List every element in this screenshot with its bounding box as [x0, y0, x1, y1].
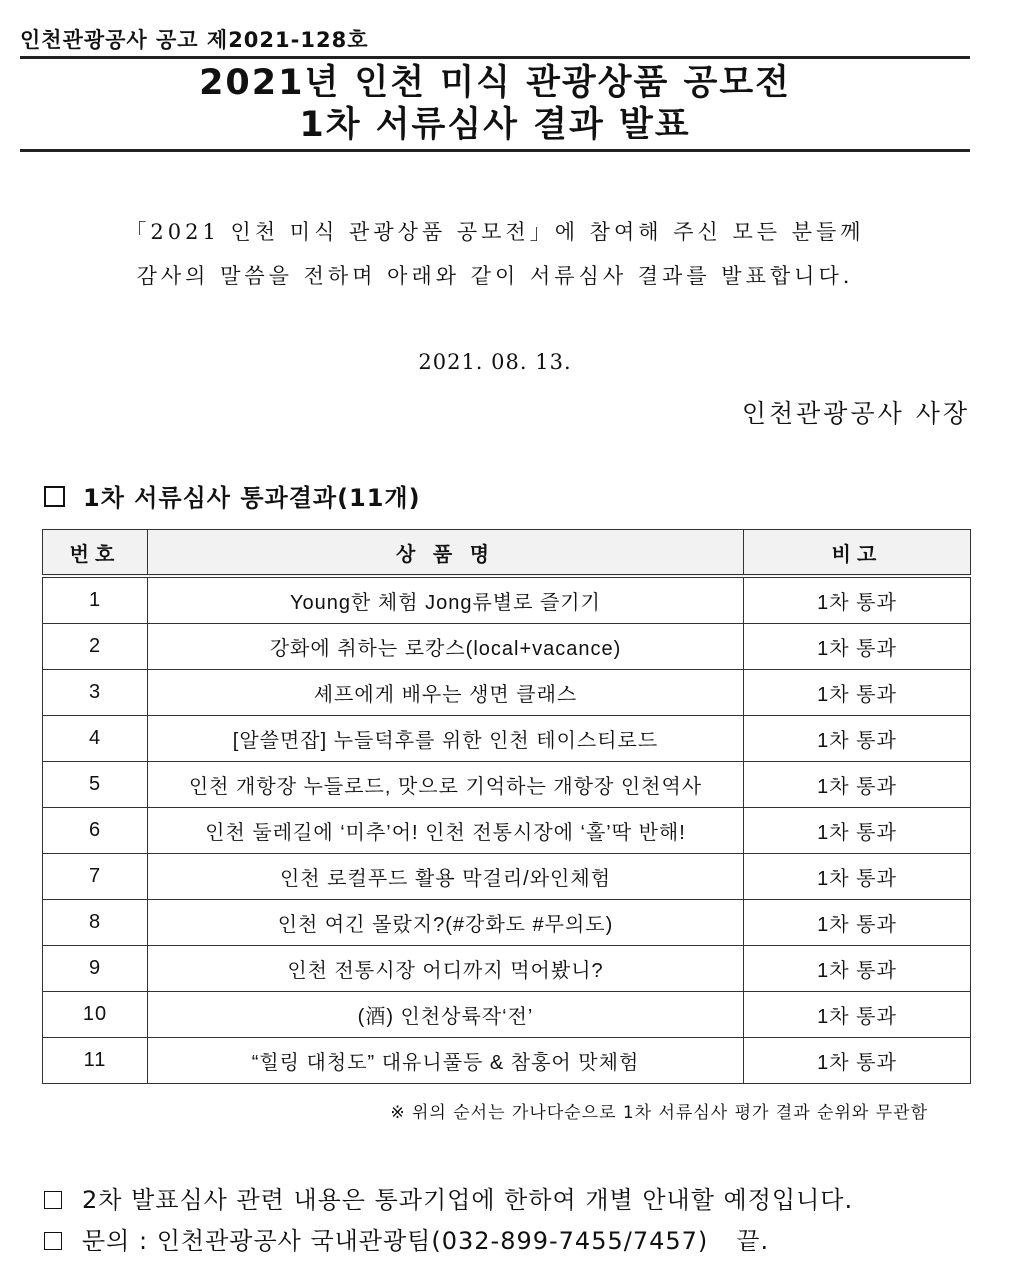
row-product: 인천 둘레길에 ‘미추’어! 인천 전통시장에 ‘홀’딱 반해! — [148, 808, 744, 854]
table-row — [43, 716, 971, 762]
row-no: 8 — [43, 900, 148, 946]
row-product: 셰프에게 배우는 생면 클래스 — [148, 670, 744, 716]
row-product: 인천 로컬푸드 활용 막걸리/와인체험 — [148, 854, 744, 900]
row-note: 1차 통과 — [744, 716, 971, 762]
header-product: 상 품 명 — [148, 530, 744, 577]
intro-line2: 감사의 말씀을 전하며 아래와 같이 서류심사 결과를 발표합니다. — [136, 264, 854, 288]
row-note: 1차 통과 — [744, 992, 971, 1038]
row-product: 인천 개항장 누들로드, 맛으로 기억하는 개항장 인천역사 — [148, 762, 744, 808]
checkbox-square-icon — [44, 486, 65, 507]
row-no: 11 — [43, 1038, 148, 1084]
top-rule — [20, 56, 970, 59]
row-note: 1차 통과 — [744, 576, 971, 624]
row-note: 1차 통과 — [744, 946, 971, 992]
row-no: 9 — [43, 946, 148, 992]
results-table — [42, 529, 971, 1084]
table-row — [43, 946, 971, 992]
section-heading — [44, 478, 421, 513]
checkbox-square-icon — [44, 1232, 62, 1250]
document-title-line2: 1차 서류심사 결과 발표 — [299, 105, 691, 145]
row-note: 1차 통과 — [744, 670, 971, 716]
row-note: 1차 통과 — [744, 808, 971, 854]
row-no: 5 — [43, 762, 148, 808]
bottom-notice-2 — [44, 1221, 769, 1256]
row-product: 강화에 취하는 로캉스(local+vacance) — [148, 624, 744, 670]
row-note: 1차 통과 — [744, 1038, 971, 1084]
row-no: 2 — [43, 624, 148, 670]
contact-info-text: 문의 : 인천관광공사 국내관광팀(032-899-7455/7457) — [82, 1227, 709, 1255]
footnote: ※ 위의 순서는 가나다순으로 1차 서류심사 평가 결과 순위와 무관함 — [390, 1103, 928, 1123]
table-header-row — [43, 530, 971, 577]
row-no: 4 — [43, 716, 148, 762]
table-row — [43, 992, 971, 1038]
row-product: 인천 여긴 몰랐지?(#강화도 #무의도) — [148, 900, 744, 946]
bottom-notice-1-text: 2차 발표심사 관련 내용은 통과기업에 한하여 개별 안내할 예정입니다. — [82, 1186, 854, 1214]
signer: 인천관광공사 사장 — [741, 399, 970, 428]
row-product: “힐링 대청도” 대유니풀등 & 참홍어 맛체험 — [148, 1038, 744, 1084]
checkbox-square-icon — [44, 1191, 62, 1209]
header-no: 번호 — [43, 530, 148, 577]
row-no: 10 — [43, 992, 148, 1038]
row-note: 1차 통과 — [744, 854, 971, 900]
bottom-notice-1 — [44, 1180, 853, 1215]
table-row — [43, 576, 971, 624]
intro-line1: 「2021 인천 미식 관광상품 공모전」에 참여해 주신 모든 분들께 — [125, 220, 865, 244]
table-row — [43, 808, 971, 854]
end-mark: 끝. — [736, 1227, 770, 1255]
table-row — [43, 854, 971, 900]
notice-number: 인천관광공사 공고 제2021-128호 — [20, 28, 369, 52]
row-product: 인천 전통시장 어디까지 먹어봤니? — [148, 946, 744, 992]
row-note: 1차 통과 — [744, 900, 971, 946]
table-row — [43, 900, 971, 946]
announcement-date: 2021. 08. 13. — [418, 350, 572, 374]
table-row — [43, 624, 971, 670]
section-title: 1차 서류심사 통과결과(11개) — [83, 484, 421, 512]
row-no: 6 — [43, 808, 148, 854]
row-product: [알쓸면잡] 누들덕후를 위한 인천 테이스티로드 — [148, 716, 744, 762]
row-no: 1 — [43, 576, 148, 624]
row-product: (酒) 인천상륙작‘전’ — [148, 992, 744, 1038]
table-row — [43, 762, 971, 808]
row-no: 7 — [43, 854, 148, 900]
row-note: 1차 통과 — [744, 762, 971, 808]
header-note: 비고 — [744, 530, 971, 577]
row-note: 1차 통과 — [744, 624, 971, 670]
table-row — [43, 670, 971, 716]
table-row — [43, 1038, 971, 1084]
bottom-rule — [20, 149, 970, 152]
row-no: 3 — [43, 670, 148, 716]
document-title-line1: 2021년 인천 미식 관광상품 공모전 — [199, 63, 791, 103]
row-product: Young한 체험 Jong류별로 즐기기 — [148, 576, 744, 624]
